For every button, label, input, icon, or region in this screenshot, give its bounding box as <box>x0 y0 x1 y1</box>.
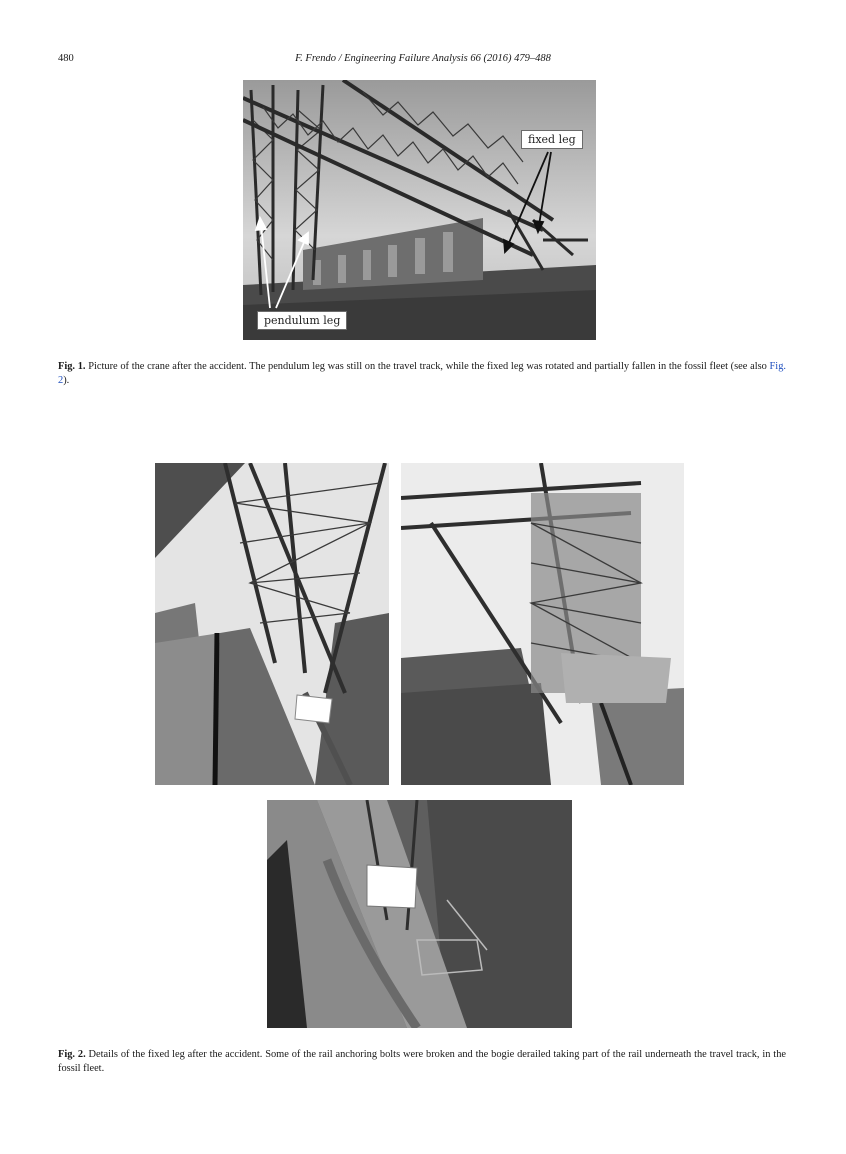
running-header <box>58 53 788 67</box>
figure2-link[interactable]: Fig. 2 <box>58 361 786 386</box>
page-number: 480 <box>58 53 74 64</box>
figure1-caption-end: ). <box>63 374 70 386</box>
running-title: F. Frendo / Engineering Failure Analysis 66 (2016) 479–488 <box>295 53 551 64</box>
figure2-photo-top-right <box>401 463 684 785</box>
figure1-caption-text: Picture of the crane after the accident. The pendulum leg was still on the travel track, while the fixed leg was rotated and partially fallen in the fossil fleet (see also <box>85 361 770 372</box>
figure1-caption <box>58 360 786 387</box>
figure2-caption-text: Details of the fixed leg after the accident. Some of the rail anchoring bolts were broken and the bogie derailed taking part of the rail underneath the travel track, in the fossil fleet. <box>58 1049 787 1074</box>
figure1-caption-label: Fig. 1. <box>58 361 86 372</box>
figure2-photo-bottom <box>267 800 572 1028</box>
figure2-photo-top-left <box>155 463 389 785</box>
figure2-caption <box>58 1048 786 1075</box>
pendulum-leg-annotation: pendulum leg <box>257 311 347 330</box>
fixed-leg-annotation: fixed leg <box>521 130 583 149</box>
figure2-caption-label: Fig. 2. <box>58 1049 86 1060</box>
figure1-crane-photo <box>243 80 596 340</box>
